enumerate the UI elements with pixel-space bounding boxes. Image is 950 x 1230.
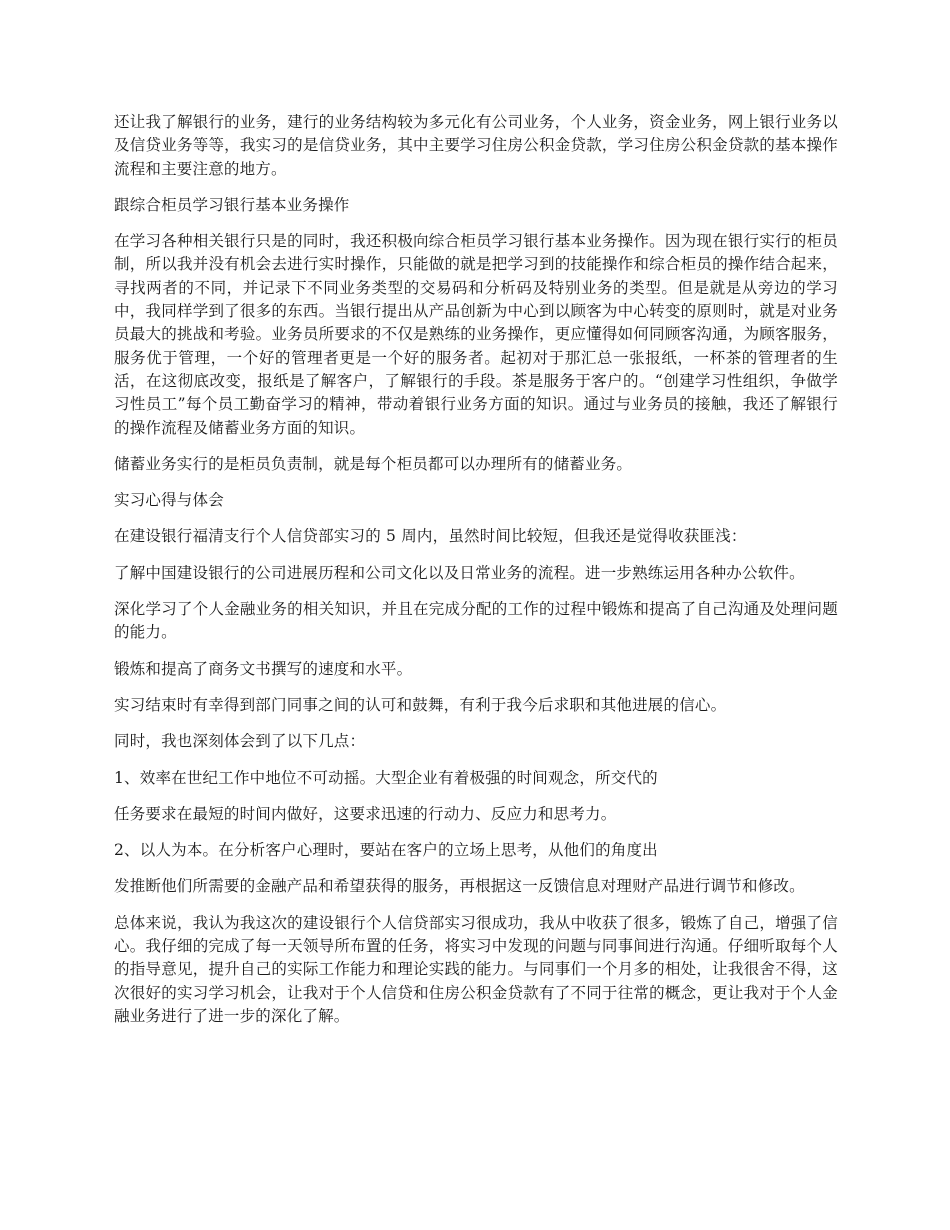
paragraph-summary: 总体来说，我认为我这次的建设银行个人信贷部实习很成功，我从中收获了很多，锻炼了自己，增强了信心。我仔细的完成了每一天领导所布置的任务，将实习中发现的问题与同事间进行沟通。仔细听取每个人的指导意见，提升自己的实际工作能力和理论实践的能力。与同事们一个月多的相处，让我很舍不得，这次很好的实习学习机会，让我对于个人信贷和住房公积金贷款有了不同于往常的概念，更让我对于个人金融业务进行了进一步的深化了解。	[114, 913, 838, 1025]
paragraph-savings-responsibility: 储蓄业务实行的是柜员负责制，就是每个柜员都可以办理所有的储蓄业务。	[114, 454, 633, 473]
document-body	[114, 111, 838, 1041]
heading-teller-learning: 跟综合柜员学习银行基本业务操作	[114, 195, 350, 214]
paragraph-colleague-recognition: 实习结束时有幸得到部门同事之间的认可和鼓舞，有利于我今后求职和其他进展的信心。	[114, 695, 727, 714]
paragraph-point-people-oriented-continued: 发推断他们所需要的金融产品和希望获得的服务，再根据这一反馈信息对理财产品进行调节和修改。	[114, 877, 805, 896]
paragraph-bank-business-overview: 还让我了解银行的业务，建行的业务结构较为多元化有公司业务，个人业务，资金业务，网上银行业务以及信贷业务等等，我实习的是信贷业务，其中主要学习住房公积金贷款，学习住房公积金贷款的基本操作流程和主要注意的地方。	[114, 113, 838, 178]
paragraph-lessons-intro: 同时，我也深刻体会到了以下几点：	[114, 732, 366, 751]
paragraph-point-people-oriented: 2、以人为本。在分析客户心理时，要站在客户的立场上思考，从他们的角度出	[114, 841, 658, 860]
paragraph-point-efficiency-continued: 任务要求在最短的时间内做好，这要求迅速的行动力、反应力和思考力。	[114, 804, 617, 823]
paragraph-teller-operations: 在学习各种相关银行只是的同时，我还积极向综合柜员学习银行基本业务操作。因为现在银行实行的柜员制，所以我并没有机会去进行实时操作，只能做的就是把学习到的技能操作和综合柜员的操作结合起来，寻找两者的不同，并记录下不同业务类型的交易码和分析码及特别业务的类型。但是就是从旁边的学习中，我同样学到了很多的东西。当银行提出从产品创新为中心到以顾客为中心转变的原则时，就是对业务员最大的挑战和考验。业务员所要求的不仅是熟练的业务操作，更应懂得如何同顾客沟通，为顾客服务，服务优于管理，一个好的管理者更是一个好的服务者。起初对于那汇总一张报纸，一杯茶的管理者的生活，在这彻底改变，报纸是了解客户，了解银行的手段。茶是服务于客户的。“创建学习性组织，争做学习性员工”每个员工勤奋学习的精神，带动着银行业务方面的知识。通过与业务员的接触，我还了解银行的操作流程及储蓄业务方面的知识。	[114, 232, 838, 437]
heading-internship-reflections: 实习心得与体会	[114, 491, 224, 510]
paragraph-point-efficiency: 1、效率在世纪工作中地位不可动摇。大型企业有着极强的时间观念，所交代的	[114, 768, 658, 787]
paragraph-personal-finance-knowledge: 深化学习了个人金融业务的相关知识，并且在完成分配的工作的过程中锻炼和提高了自己沟通及处理问题的能力。	[114, 600, 838, 642]
paragraph-company-culture: 了解中国建设银行的公司进展历程和公司文化以及日常业务的流程。进一步熟练运用各种办公软件。	[114, 563, 805, 582]
paragraph-internship-duration: 在建设银行福清支行个人信贷部实习的 5 周内，虽然时间比较短，但我还是觉得收获匪浅：	[114, 527, 747, 546]
paragraph-business-writing: 锻炼和提高了商务文书撰写的速度和水平。	[114, 659, 413, 678]
